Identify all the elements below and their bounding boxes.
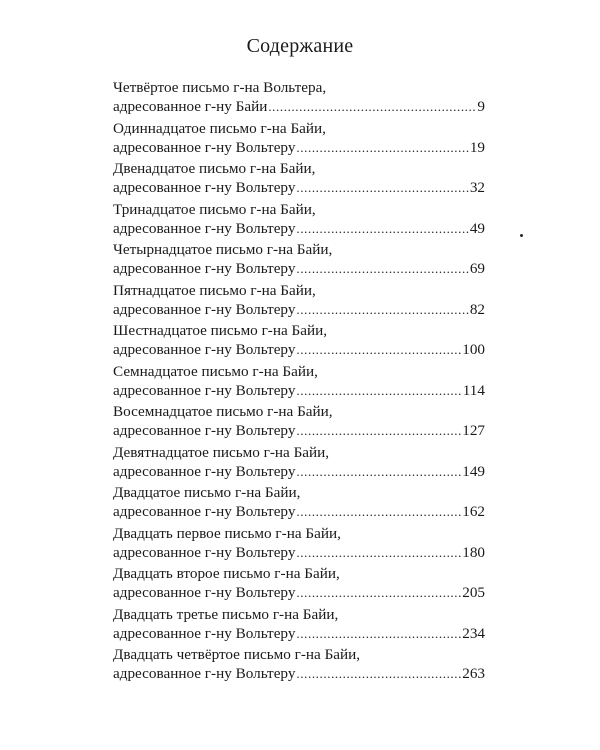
- toc-entry-title: Двадцатое письмо г-на Байи,: [113, 484, 301, 501]
- dot-leader: [296, 502, 461, 521]
- toc-entry-addressee: адресованное г-ну Байи: [113, 98, 268, 115]
- toc-entry-title: Двадцать третье письмо г-на Байи,: [113, 605, 339, 623]
- toc-entry-addressee: адресованное г-ну Вольтеру: [113, 138, 296, 156]
- toc-entry-title: Шестнадцатое письмо г-на Байи,: [113, 322, 328, 339]
- toc-entry: [113, 78, 485, 119]
- toc-page-number: 19: [469, 138, 485, 156]
- toc-entry-second-line: [113, 421, 485, 440]
- toc-page-number: 263: [462, 665, 485, 682]
- toc-entry-addressee: адресованное г-ну Вольтеру: [113, 665, 296, 682]
- toc-entry-title: Четырнадцатое письмо г-на Байи,: [113, 241, 333, 258]
- toc-entry: [113, 240, 485, 281]
- toc-page-number: 149: [462, 462, 485, 480]
- toc-entry-addressee: адресованное г-ну Вольтеру: [113, 260, 296, 277]
- toc-entry: [113, 281, 485, 322]
- toc-page-number: 127: [462, 422, 485, 439]
- toc-entry-title: Восемнадцатое письмо г-на Байи,: [113, 403, 333, 420]
- toc-entry: [113, 159, 485, 200]
- toc-entry-title: Пятнадцатое письмо г-на Байи,: [113, 281, 316, 299]
- dot-leader: [296, 340, 461, 359]
- toc-entry-addressee: адресованное г-ну Вольтеру: [113, 624, 296, 642]
- toc-entry: [113, 524, 485, 565]
- toc-entry-addressee: адресованное г-ну Вольтеру: [113, 300, 296, 318]
- toc-entry-title: Четвёртое письмо г-на Вольтера,: [113, 79, 327, 96]
- toc-page-number: 82: [469, 300, 485, 318]
- dot-leader: [296, 664, 461, 683]
- dot-leader: [296, 259, 468, 278]
- toc-entry-second-line: [113, 624, 485, 643]
- dot-leader: [296, 219, 468, 238]
- toc-entry-title: Двадцать четвёртое письмо г-на Байи,: [113, 646, 361, 663]
- toc-entry-second-line: [113, 502, 485, 521]
- toc-entry: [113, 321, 485, 362]
- page-title: Содержание: [246, 35, 354, 57]
- toc-entry-addressee: адресованное г-ну Вольтеру: [113, 219, 296, 237]
- toc-entry-second-line: [113, 381, 485, 400]
- toc-page-number: 162: [462, 503, 485, 520]
- dot-leader: [296, 178, 468, 197]
- toc-page-number: 49: [469, 219, 485, 237]
- toc-entry-second-line: [113, 219, 485, 238]
- toc-page-number: 32: [469, 179, 485, 196]
- toc-entry-addressee: адресованное г-ну Вольтеру: [113, 584, 296, 601]
- toc-entry-addressee: адресованное г-ну Вольтеру: [113, 179, 296, 196]
- toc-entry-second-line: [113, 462, 485, 481]
- toc-entry: [113, 564, 485, 605]
- toc-entry-second-line: [113, 340, 485, 359]
- toc-entry-title: Семнадцатое письмо г-на Байи,: [113, 362, 318, 380]
- dot-leader: [296, 138, 468, 157]
- toc-entry-second-line: [113, 300, 485, 319]
- toc-entry: [113, 119, 485, 160]
- toc-entry: [113, 645, 485, 686]
- toc-entry-title: Двадцать второе письмо г-на Байи,: [113, 565, 340, 582]
- toc-page-number: 69: [469, 260, 485, 277]
- toc-entry-second-line: [113, 583, 485, 602]
- toc-page-number: 100: [462, 341, 485, 358]
- toc-page-number: 180: [462, 543, 485, 561]
- toc-entry: [113, 402, 485, 443]
- toc-entry-title: Двадцать первое письмо г-на Байи,: [113, 524, 341, 542]
- toc-entry-addressee: адресованное г-ну Вольтеру: [113, 381, 296, 399]
- toc-entry-title: Девятнадцатое письмо г-на Байи,: [113, 443, 330, 461]
- toc-entry: [113, 362, 485, 403]
- toc-entry: [113, 605, 485, 646]
- dot-leader: [296, 421, 461, 440]
- toc-entry: [113, 443, 485, 484]
- toc-entry-title: Одиннадцатое письмо г-на Байи,: [113, 119, 326, 137]
- toc-entry-addressee: адресованное г-ну Вольтеру: [113, 543, 296, 561]
- toc-page-number: 114: [462, 381, 485, 399]
- toc-entry-title: Двенадцатое письмо г-на Байи,: [113, 160, 316, 177]
- toc-entry-addressee: адресованное г-ну Вольтеру: [113, 422, 296, 439]
- dot-leader: [296, 543, 461, 562]
- toc-entry-addressee: адресованное г-ну Вольтеру: [113, 503, 296, 520]
- toc-entry: [113, 483, 485, 524]
- dot-leader: [296, 381, 461, 400]
- dot-leader: [268, 97, 476, 116]
- dot-leader: [296, 583, 461, 602]
- toc-entry-addressee: адресованное г-ну Вольтеру: [113, 462, 296, 480]
- toc-entry-addressee: адресованное г-ну Вольтеру: [113, 341, 296, 358]
- toc-entry-title: Тринадцатое письмо г-на Байи,: [113, 200, 316, 218]
- dot-leader: [296, 300, 468, 319]
- toc-entry-second-line: [113, 259, 485, 278]
- table-of-contents: [113, 78, 485, 686]
- toc-page-number: 9: [477, 98, 485, 115]
- toc-page-number: 234: [462, 624, 485, 642]
- dot-leader: [296, 624, 461, 643]
- toc-entry-second-line: [113, 543, 485, 562]
- toc-entry-second-line: [113, 178, 485, 197]
- print-speck: [520, 234, 523, 237]
- dot-leader: [296, 462, 461, 481]
- toc-entry-second-line: [113, 97, 485, 116]
- toc-entry: [113, 200, 485, 241]
- toc-page-number: 205: [462, 584, 485, 601]
- toc-entry-second-line: [113, 138, 485, 157]
- toc-entry-second-line: [113, 664, 485, 683]
